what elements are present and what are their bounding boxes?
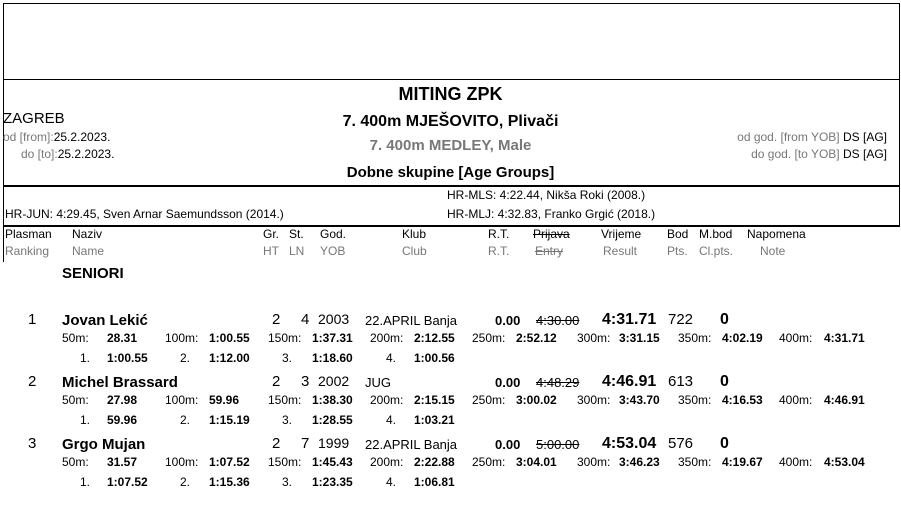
result-rt: 0.00 bbox=[495, 375, 521, 390]
lap-label: 1. bbox=[80, 475, 91, 489]
lap-label: 3. bbox=[282, 351, 293, 365]
split-value: 2:22.88 bbox=[414, 455, 455, 469]
col-gr: Gr. bbox=[263, 227, 280, 241]
result-place: 2 bbox=[28, 373, 37, 390]
split-value: 3:43.70 bbox=[619, 393, 660, 407]
result-lane: 7 bbox=[301, 435, 310, 452]
result-entry: 4:30.00 bbox=[536, 313, 580, 328]
group-title: SENIORI bbox=[62, 265, 124, 282]
split-label: 200m: bbox=[370, 455, 404, 469]
yob-from: od god. [from YOB] DS [AG] bbox=[737, 130, 887, 144]
split-value: 3:46.23 bbox=[619, 455, 660, 469]
split-label: 200m: bbox=[370, 393, 404, 407]
result-club: 22.APRIL Banja bbox=[365, 437, 458, 452]
lap-value: 59.96 bbox=[107, 413, 138, 427]
split-value: 3:31.15 bbox=[619, 331, 660, 345]
split-label: 250m: bbox=[472, 393, 506, 407]
lap-value: 1:07.52 bbox=[107, 475, 148, 489]
split-label: 250m: bbox=[472, 331, 506, 345]
lap-value: 1:15.19 bbox=[209, 413, 250, 427]
col-result: Result bbox=[603, 244, 638, 258]
col-entry: Entry bbox=[535, 244, 564, 258]
result-yob: 2002 bbox=[318, 373, 350, 389]
result-club-points: 0 bbox=[720, 373, 729, 390]
result-points: 576 bbox=[668, 435, 694, 452]
col-vrijeme: Vrijeme bbox=[601, 227, 642, 241]
split-value: 59.96 bbox=[209, 393, 240, 407]
result-time: 4:31.71 bbox=[602, 311, 657, 328]
result-place: 3 bbox=[28, 435, 37, 452]
col-ranking: Ranking bbox=[5, 244, 50, 258]
result-lane: 3 bbox=[301, 373, 310, 390]
result-entry: 4:48.29 bbox=[536, 375, 580, 390]
split-value: 4:53.04 bbox=[824, 455, 865, 469]
event-title: 7. 400m MJEŠOVITO, Plivači bbox=[342, 113, 559, 130]
result-heat: 2 bbox=[272, 311, 281, 328]
lap-value: 1:00.56 bbox=[414, 351, 455, 365]
meet-title: MITING ZPK bbox=[398, 84, 503, 104]
split-label: 150m: bbox=[268, 393, 302, 407]
split-value: 2:12.55 bbox=[414, 331, 455, 345]
split-value: 1:45.43 bbox=[312, 455, 353, 469]
lap-label: 1. bbox=[80, 413, 91, 427]
record-jun: HR-JUN: 4:29.45, Sven Arnar Saemundsson (2014.) bbox=[5, 207, 284, 221]
col-rt-en: R.T. bbox=[488, 244, 510, 258]
split-label: 300m: bbox=[577, 331, 611, 345]
result-time: 4:53.04 bbox=[602, 435, 657, 452]
split-label: 50m: bbox=[62, 331, 89, 345]
col-pts: Pts. bbox=[667, 244, 688, 258]
split-value: 4:46.91 bbox=[824, 393, 865, 407]
record-mlj: HR-MLJ: 4:32.83, Franko Grgić (2018.) bbox=[447, 207, 656, 221]
split-label: 100m: bbox=[165, 393, 199, 407]
split-value: 31.57 bbox=[107, 455, 138, 469]
lap-label: 2. bbox=[180, 351, 191, 365]
lap-value: 1:18.60 bbox=[312, 351, 353, 365]
lap-label: 3. bbox=[282, 413, 293, 427]
split-label: 150m: bbox=[268, 331, 302, 345]
result-club: JUG bbox=[365, 375, 391, 390]
result-heat: 2 bbox=[272, 435, 281, 452]
split-value: 2:52.12 bbox=[516, 331, 557, 345]
lap-value: 1:00.55 bbox=[107, 351, 148, 365]
result-name: Jovan Lekić bbox=[62, 312, 148, 329]
col-note: Note bbox=[760, 244, 786, 258]
col-god: God. bbox=[320, 227, 347, 241]
split-value: 2:15.15 bbox=[414, 393, 455, 407]
col-st: St. bbox=[289, 227, 304, 241]
lap-label: 4. bbox=[386, 413, 397, 427]
result-lane: 4 bbox=[301, 311, 310, 328]
col-naziv: Naziv bbox=[72, 227, 103, 241]
yob-to: do god. [to YOB] DS [AG] bbox=[751, 147, 887, 161]
result-club: 22.APRIL Banja bbox=[365, 313, 458, 328]
col-ln: LN bbox=[289, 244, 305, 258]
lap-label: 2. bbox=[180, 475, 191, 489]
result-name: Grgo Mujan bbox=[62, 436, 146, 453]
col-prijava: Prijava bbox=[533, 227, 570, 241]
lap-value: 1:03.21 bbox=[414, 413, 455, 427]
split-value: 3:00.02 bbox=[516, 393, 557, 407]
split-label: 350m: bbox=[678, 393, 712, 407]
date-to: do [to]:25.2.2023. bbox=[21, 147, 115, 161]
split-value: 4:31.71 bbox=[824, 331, 865, 345]
result-points: 613 bbox=[668, 373, 694, 390]
lap-value: 1:28.55 bbox=[312, 413, 353, 427]
header-frame bbox=[3, 3, 900, 80]
age-groups-title: Dobne skupine [Age Groups] bbox=[346, 164, 555, 181]
split-label: 350m: bbox=[678, 331, 712, 345]
lap-value: 1:23.35 bbox=[312, 475, 353, 489]
result-yob: 2003 bbox=[318, 311, 350, 327]
date-from: od [from]:25.2.2023. bbox=[3, 130, 111, 144]
split-label: 400m: bbox=[779, 455, 813, 469]
lap-label: 2. bbox=[180, 413, 191, 427]
split-value: 1:37.31 bbox=[312, 331, 353, 345]
split-label: 50m: bbox=[62, 393, 89, 407]
lap-value: 1:15.36 bbox=[209, 475, 250, 489]
col-clpts: Cl.pts. bbox=[699, 244, 734, 258]
split-value: 1:00.55 bbox=[209, 331, 250, 345]
split-label: 300m: bbox=[577, 455, 611, 469]
split-label: 100m: bbox=[165, 455, 199, 469]
result-name: Michel Brassard bbox=[62, 374, 178, 391]
result-entry: 5:00.00 bbox=[536, 437, 580, 452]
col-club: Club bbox=[402, 244, 427, 258]
lap-value: 1:12.00 bbox=[209, 351, 250, 365]
result-club-points: 0 bbox=[720, 435, 729, 452]
split-label: 100m: bbox=[165, 331, 199, 345]
result-rt: 0.00 bbox=[495, 313, 521, 328]
event-title-en: 7. 400m MEDLEY, Male bbox=[369, 137, 532, 154]
col-rt: R.T. bbox=[488, 227, 510, 241]
col-ht: HT bbox=[263, 244, 279, 258]
split-value: 4:16.53 bbox=[722, 393, 763, 407]
split-value: 28.31 bbox=[107, 331, 138, 345]
lap-label: 4. bbox=[386, 351, 397, 365]
result-yob: 1999 bbox=[318, 435, 350, 451]
split-value: 4:19.67 bbox=[722, 455, 763, 469]
split-label: 350m: bbox=[678, 455, 712, 469]
col-mbod: M.bod bbox=[699, 227, 733, 241]
col-napomena: Napomena bbox=[747, 227, 806, 241]
result-time: 4:46.91 bbox=[602, 373, 657, 390]
split-label: 400m: bbox=[779, 331, 813, 345]
split-label: 300m: bbox=[577, 393, 611, 407]
result-heat: 2 bbox=[272, 373, 281, 390]
split-value: 4:02.19 bbox=[722, 331, 763, 345]
city: ZAGREB bbox=[3, 110, 65, 127]
split-value: 1:38.30 bbox=[312, 393, 353, 407]
col-plasman: Plasman bbox=[5, 227, 52, 241]
result-points: 722 bbox=[668, 311, 694, 328]
result-club-points: 0 bbox=[720, 311, 729, 328]
lap-label: 4. bbox=[386, 475, 397, 489]
lap-label: 1. bbox=[80, 351, 91, 365]
split-label: 400m: bbox=[779, 393, 813, 407]
result-place: 1 bbox=[28, 311, 37, 328]
split-label: 200m: bbox=[370, 331, 404, 345]
col-klub: Klub bbox=[402, 227, 427, 241]
split-value: 3:04.01 bbox=[516, 455, 557, 469]
split-label: 50m: bbox=[62, 455, 89, 469]
split-value: 27.98 bbox=[107, 393, 138, 407]
split-value: 1:07.52 bbox=[209, 455, 250, 469]
lap-value: 1:06.81 bbox=[414, 475, 455, 489]
lap-label: 3. bbox=[282, 475, 293, 489]
split-label: 250m: bbox=[472, 455, 506, 469]
col-yob: YOB bbox=[320, 244, 346, 258]
record-mls: HR-MLS: 4:22.44, Nikša Roki (2008.) bbox=[447, 188, 646, 202]
col-bod: Bod bbox=[667, 227, 689, 241]
split-label: 150m: bbox=[268, 455, 302, 469]
col-name: Name bbox=[72, 244, 105, 258]
result-rt: 0.00 bbox=[495, 437, 521, 452]
